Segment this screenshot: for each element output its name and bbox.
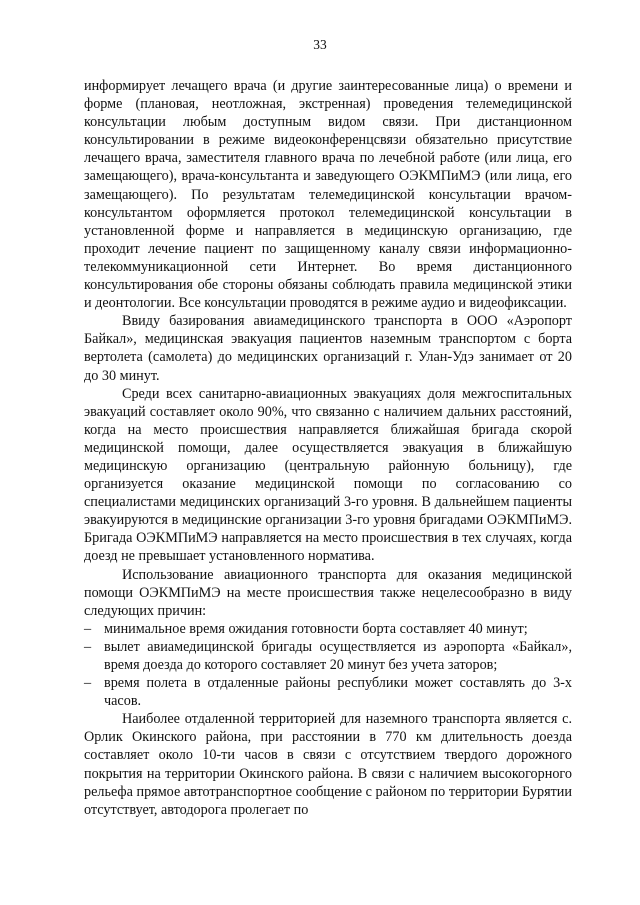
reasons-list: [84, 620, 572, 710]
list-item: [84, 674, 572, 710]
list-item-text: вылет авиамедицинской бригады осуществляется из аэропорта «Байкал», время доезда до которого составляет 20 минут без учета заторов;: [104, 638, 572, 673]
list-item-text: время полета в отдаленные районы республики может составлять до 3-х часов.: [104, 675, 572, 710]
paragraph: Ввиду базирования авиамедицинского транспорта в ООО «Аэропорт Байкал», медицинская эвакуация пациентов наземным транспортом с борта вертолета (самолета) до медицинских организаций г. Улан-Удэ занимает от 20 до 30 минут.: [84, 313, 572, 384]
list-item: [84, 638, 572, 674]
list-bullet: –: [84, 675, 92, 692]
paragraph: Среди всех санитарно-авиационных эвакуациях доля межгоспитальных эвакуаций составляет около 90%, что связанно с наличием дальних расстояний, когда на место происшествия направляется ближайшая бригада скорой медицинской помощи, далее осуществляется эвакуация в ближайшую медицинскую организацию (центральную районную больницу), где организуется оказание медицинской помощи по согласованию со специалистами медицинских организаций 3-го уровня. В дальнейшем пациенты эвакуируются в медицинские организации 3-го уровня бригадами ОЭКМПиМЭ. Бригада ОЭКМПиМЭ направляется на место происшествия в тех случаях, когда доезд не превышает установленного норматива.: [84, 385, 572, 565]
list-bullet: –: [84, 620, 92, 637]
paragraph: информирует лечащего врача (и другие заинтересованные лица) о времени и форме (плановая, неотложная, экстренная) проведения телемедицинской консультации любым доступным видом связи. При дистанционном консультировании в режиме видеоконференцсвязи обязательно присутствие лечащего врача, заместителя главного врача по лечебной работе (или лица, его замещающего), врача-консультанта и заведующего ОЭКМПиМЭ (или лица, его замещающего). По результатам телемедицинской консультации врачом-консультантом оформляется протокол телемедицинской консультации в установленной форме и направляется в медицинскую организацию, где проходит лечение пациент по защищенному каналу связи информационно-телекоммуникационной сети Интернет. Во время дистанционного консультирования обе стороны обязаны соблюдать правила медицинской этики и деонтологии. Все консультации проводятся в режиме аудио и видеофиксации.: [84, 78, 572, 312]
document-body: [84, 77, 572, 819]
list-item: [84, 620, 572, 638]
paragraph: Использование авиационного транспорта для оказания медицинской помощи ОЭКМПиМЭ на месте происшествия также нецелесообразно в виду следующих причин:: [84, 566, 572, 619]
list-bullet: –: [84, 638, 92, 655]
page-number: 33: [313, 37, 327, 52]
paragraph: Наиболее отдаленной территорией для наземного транспорта является с. Орлик Окинского района, при расстоянии в 770 км длительность доезда составляет около 10-ти часов в связи с отсутствием твердого дорожного покрытия на территории Окинского района. В связи с наличием высокогорного рельефа прямое автотранспортное сообщение с районом по территории Бурятии отсутствует, автодорога пролегает по: [84, 711, 572, 818]
list-item-text: минимальное время ожидания готовности борта составляет 40 минут;: [104, 620, 528, 637]
